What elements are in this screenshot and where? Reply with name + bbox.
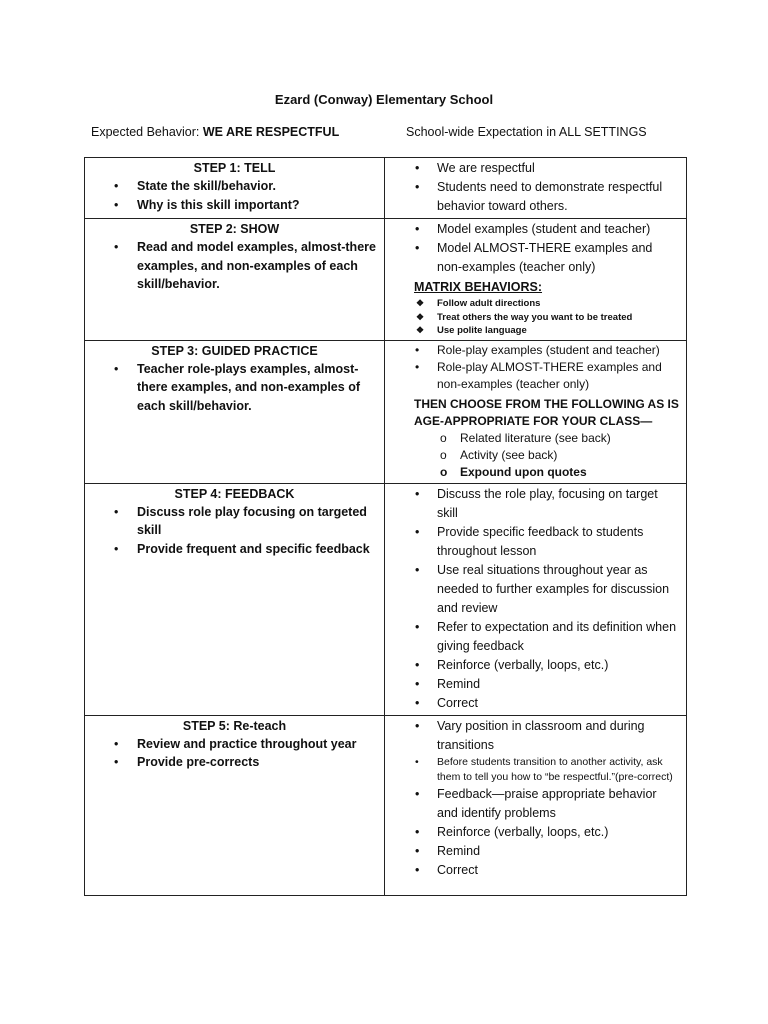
step-3-right (385, 340, 687, 483)
list-item: • Read and model examples, almost-there examples, and non-examples of each skill/behavior. (137, 238, 378, 294)
list-item: • Vary position in classroom and during transitions (437, 717, 680, 755)
list-item: • Students need to demonstrate respectful behavior toward others. (437, 178, 680, 216)
step-3-left-list (91, 360, 378, 416)
list-item: • Reinforce (verbally, loops, etc.) (437, 656, 680, 675)
list-item: • Refer to expectation and its definition when giving feedback (437, 618, 680, 656)
step-1-row (85, 158, 687, 219)
list-item: • Teacher role-plays examples, almost-there examples, and non-examples of each skill/behavior. (137, 360, 378, 416)
list-item: ❖ Follow adult directions (437, 297, 680, 311)
list-item: • Role-play ALMOST-THERE examples and non-examples (teacher only) (437, 359, 680, 393)
list-item: • Remind (437, 675, 680, 694)
step-4-title: STEP 4: FEEDBACK (174, 486, 295, 501)
list-item: • Reinforce (verbally, loops, etc.) (437, 823, 680, 842)
list-item: • Before students transition to another activity, ask them to tell you how to “be respectful.”(pre-correct) (437, 755, 680, 785)
step-2-left-list (91, 238, 378, 294)
list-item: o Expound upon quotes (460, 464, 680, 481)
list-item: • Role-play examples (student and teacher) (437, 342, 680, 359)
step-5-title: STEP 5: Re-teach (182, 718, 287, 733)
list-item: • Discuss the role play, focusing on target skill (437, 485, 680, 523)
step-4-row (85, 483, 687, 715)
matrix-behaviors-list (391, 297, 680, 338)
list-item: • Discuss role play focusing on targeted skill (137, 503, 378, 540)
choose-instruction: THEN CHOOSE FROM THE FOLLOWING AS IS AGE-APPROPRIATE FOR YOUR CLASS— (414, 396, 679, 428)
list-item: • Correct (437, 861, 680, 880)
step-3-left (85, 340, 385, 483)
list-item: • Why is this skill important? (137, 196, 378, 215)
list-item: o Activity (see back) (460, 447, 680, 464)
step-2-right-list (391, 220, 680, 277)
list-item: • Model examples (student and teacher) (437, 220, 680, 239)
step-1-right (385, 158, 687, 219)
step-4-left-list (91, 503, 378, 559)
step-1-right-list (391, 159, 680, 216)
steps-table (84, 157, 687, 896)
list-item: • Feedback—praise appropriate behavior and identify problems (437, 785, 680, 823)
list-item: • Provide frequent and specific feedback (137, 540, 378, 559)
step-5-left (85, 715, 385, 895)
list-item: • Provide pre-corrects (137, 753, 378, 772)
step-4-left (85, 483, 385, 715)
step-3-row (85, 340, 687, 483)
step-5-left-list (91, 735, 378, 772)
list-item: • State the skill/behavior. (137, 177, 378, 196)
step-2-row (85, 219, 687, 341)
expected-behavior (91, 125, 339, 139)
choose-options-list (391, 430, 680, 481)
list-item: • Model ALMOST-THERE examples and non-examples (teacher only) (437, 239, 680, 277)
list-item: • Review and practice throughout year (137, 735, 378, 754)
list-item: • We are respectful (437, 159, 680, 178)
list-item: • Use real situations throughout year as needed to further examples for discussion and review (437, 561, 680, 618)
step-5-row (85, 715, 687, 895)
step-3-title: STEP 3: GUIDED PRACTICE (151, 343, 318, 358)
step-5-right (385, 715, 687, 895)
list-item: ❖ Treat others the way you want to be treated (437, 311, 680, 325)
step-5-right-list (391, 717, 680, 880)
step-1-left-list (91, 177, 378, 214)
step-2-title: STEP 2: SHOW (189, 222, 280, 236)
step-2-left (85, 219, 385, 341)
list-item: • Remind (437, 842, 680, 861)
list-item: o Related literature (see back) (460, 430, 680, 447)
step-1-title: STEP 1: TELL (193, 161, 276, 175)
list-item: ❖ Use polite language (437, 324, 680, 338)
step-1-left (85, 158, 385, 219)
list-item: • Provide specific feedback to students throughout lesson (437, 523, 680, 561)
matrix-behaviors-title: MATRIX BEHAVIORS: (414, 280, 543, 294)
step-4-right-list (391, 485, 680, 713)
schoolwide-expectation: School-wide Expectation in ALL SETTINGS (406, 125, 647, 139)
step-2-right (385, 219, 687, 341)
step-4-right (385, 483, 687, 715)
document-title: Ezard (Conway) Elementary School (274, 92, 494, 107)
expected-behavior-label: Expected Behavior: (91, 125, 203, 139)
expected-behavior-value: WE ARE RESPECTFUL (202, 125, 340, 139)
list-item: • Correct (437, 694, 680, 713)
step-3-right-list (391, 342, 680, 393)
